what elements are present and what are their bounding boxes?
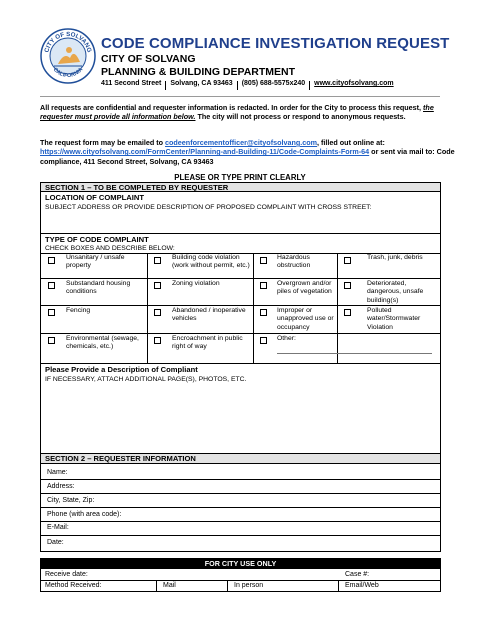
location-hint: SUBJECT ADDRESS OR PROVIDE DESCRIPTION OF PROPOSED COMPLAINT WITH CROSS STREET: — [45, 204, 372, 211]
email-link[interactable]: codeenforcementofficer@cityofsolvang.com — [165, 138, 318, 147]
name-field[interactable]: Name: — [47, 469, 68, 476]
address-field[interactable]: Address: — [47, 483, 75, 490]
city-use-box — [40, 558, 441, 592]
description-input-area[interactable] — [41, 385, 440, 453]
checkbox-building-code[interactable] — [154, 257, 161, 264]
option-substandard: Substandard housing conditions — [66, 280, 131, 296]
method-email-web[interactable]: Email/Web — [345, 582, 379, 589]
section2-header: SECTION 2 – REQUESTER INFORMATION — [41, 454, 440, 464]
city-seal-logo — [40, 28, 96, 84]
email-field[interactable]: E-Mail: — [47, 524, 69, 531]
option-unsanitary: Unsanitary / unsafe property — [66, 254, 125, 270]
street-address: 411 Second Street — [101, 80, 162, 87]
option-hazardous: Hazardous obstruction — [277, 254, 311, 270]
description-hint: IF NECESSARY, ATTACH ADDITIONAL PAGE(S), PHOTOS, ETC. — [45, 376, 247, 383]
other-input-line[interactable] — [277, 353, 432, 354]
receive-date-field[interactable]: Receive date: — [45, 571, 88, 578]
city-state-zip: Solvang, CA 93463 — [170, 80, 233, 87]
requirement-emphasis: the requester must provide all information below. — [40, 103, 434, 122]
option-polluted-water: Polluted water/Stormwater Violation — [367, 307, 421, 331]
form-title: CODE COMPLIANCE INVESTIGATION REQUEST — [101, 35, 450, 52]
complaint-form — [40, 182, 441, 552]
option-fencing: Fencing — [66, 307, 91, 314]
option-building-code: Building code violation (work without permit, etc.) — [172, 254, 250, 270]
case-number-field[interactable]: Case #: — [345, 571, 370, 578]
option-deteriorated: Deteriorated, dangerous, unsafe building(s) — [367, 280, 424, 304]
option-overgrown: Overgrown and/or piles of vegetation — [277, 280, 332, 296]
online-form-link[interactable]: https://www.cityofsolvang.com/FormCenter/Planning-and-Building-11/Code-Complaints-Form-64 — [40, 147, 370, 157]
checkbox-encroachment[interactable] — [154, 337, 161, 344]
complaint-type-label: TYPE OF CODE COMPLAINT — [45, 235, 149, 244]
checkbox-fencing[interactable] — [48, 309, 55, 316]
city-state-zip-field[interactable]: City, State, Zip: — [47, 497, 95, 504]
checkbox-hazardous[interactable] — [260, 257, 267, 264]
option-encroachment: Encroachment in public right of way — [172, 335, 243, 351]
section1-header: SECTION 1 – TO BE COMPLETED BY REQUESTER — [41, 183, 440, 192]
checkbox-zoning[interactable] — [154, 282, 161, 289]
org-name: CITY OF SOLVANG — [101, 53, 196, 65]
method-received-label: Method Received: — [45, 582, 102, 589]
method-in-person[interactable]: In person — [234, 582, 264, 589]
option-trash: Trash, junk, debris — [367, 254, 423, 261]
complaint-type-hint: CHECK BOXES AND DESCRIBE BELOW: — [45, 245, 175, 252]
department-name: PLANNING & BUILDING DEPARTMENT — [101, 66, 296, 78]
checkbox-substandard[interactable] — [48, 282, 55, 289]
website-link[interactable]: www.cityofsolvang.com — [314, 80, 394, 87]
location-input-area[interactable] — [41, 213, 440, 233]
option-environmental: Environmental (sewage, chemicals, etc.) — [66, 335, 139, 351]
option-improper-use: Improper or unapproved use or occupancy — [277, 307, 334, 331]
checkbox-other[interactable] — [260, 337, 267, 344]
checkbox-deteriorated[interactable] — [344, 282, 351, 289]
submission-instructions: The request form may be emailed to codeenforcementofficer@cityofsolvang.com, filled out online at: https://www.cityofsolvang.com/FormCenter/Planning-and-Building-11/Code-Complaints-Form-64 or sent via mail to: Code compliance, 411 Second Street, Solvang, CA 93463 — [40, 138, 455, 166]
checkbox-trash[interactable] — [344, 257, 351, 264]
phone-field[interactable]: Phone (with area code): — [47, 511, 122, 518]
option-abandoned-vehicles: Abandoned / inoperative vehicles — [172, 307, 246, 323]
confidentiality-notice: All requests are confidential and requester information is redacted. In order for the City to process this request, the requester must provide all information below. The city will not process or respond to anonymous requests. — [40, 103, 434, 122]
print-clearly-notice: PLEASE OR TYPE PRINT CLEARLY — [174, 173, 306, 182]
seal-ring-text: CITY OF SOLVANG — [43, 30, 93, 54]
option-zoning: Zoning violation — [172, 280, 220, 287]
option-other: Other: — [277, 335, 296, 342]
phone-number: (805) 688-5575x240 — [241, 80, 306, 87]
location-label: LOCATION OF COMPLAINT — [45, 193, 144, 202]
checkbox-environmental[interactable] — [48, 337, 55, 344]
contact-line — [101, 80, 398, 90]
date-field[interactable]: Date: — [47, 539, 64, 546]
method-mail[interactable]: Mail — [163, 582, 176, 589]
checkbox-improper-use[interactable] — [260, 309, 267, 316]
seal-bottom-text: CALIFORNIA — [51, 66, 85, 80]
checkbox-unsanitary[interactable] — [48, 257, 55, 264]
description-label: Please Provide a Description of Compliant — [45, 365, 198, 374]
header-divider — [40, 96, 440, 97]
checkbox-polluted-water[interactable] — [344, 309, 351, 316]
checkbox-overgrown[interactable] — [260, 282, 267, 289]
city-use-header: FOR CITY USE ONLY — [41, 559, 440, 569]
checkbox-abandoned-vehicles[interactable] — [154, 309, 161, 316]
